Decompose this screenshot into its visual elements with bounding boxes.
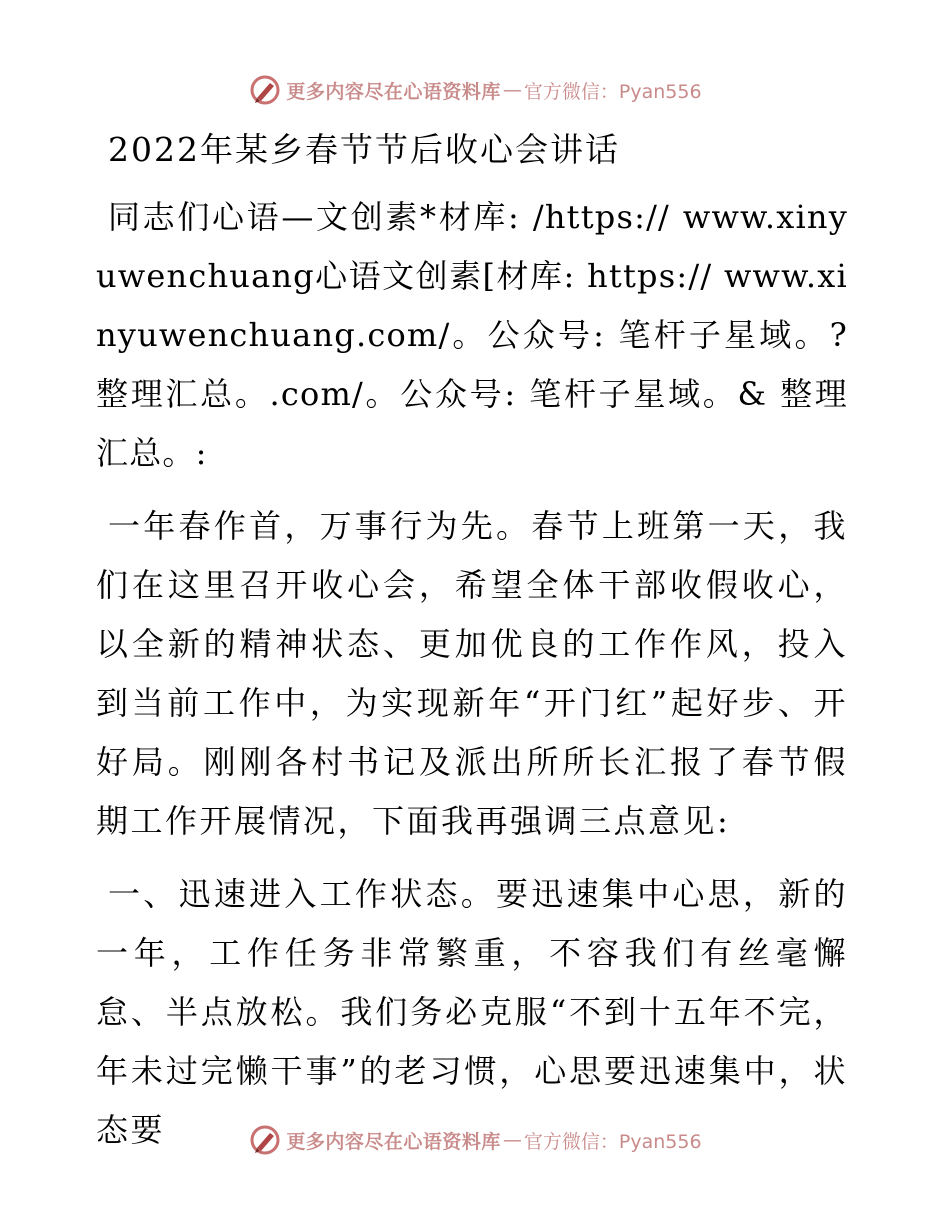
- body-paragraph: 一年春作首，万事行为先。春节上班第一天，我们在这里召开收心会，希望全体干部收假收心，以全新的精神状态、更加优良的工作作风，投入到当前工作中，为实现新年“开门红”起好步、开好局。刚刚各村书记及派出所所长汇报了春节假期工作开展情况，下面我再强调三点意见:: [96, 507, 848, 840]
- banner-separator: —: [502, 79, 522, 101]
- pen-logo-icon: [248, 1123, 282, 1157]
- banner-contact: 官方微信：Pyan556: [523, 80, 702, 103]
- banner-separator: —: [502, 1129, 522, 1151]
- header-banner: [0, 70, 950, 110]
- document-body: [96, 120, 848, 1174]
- banner-contact: 官方微信：Pyan556: [523, 1130, 702, 1153]
- banner-text: 更多内容尽在心语资料库: [286, 1130, 501, 1153]
- pen-logo-icon: [248, 73, 282, 107]
- document-title: 2022年某乡春节节后收心会讲话: [108, 130, 620, 169]
- body-paragraph: 一、迅速进入工作状态。要迅速集中心思，新的一年，工作任务非常繁重，不容我们有丝毫懈怠、半点放松。我们务必克服“不到十五年不完，年未过完懒干事”的老习惯，心思要迅速集中，状态要: [96, 875, 848, 1149]
- intro-paragraph: 同志们心语—文创素*材库: /https:// www.xinyuwenchuang心语文创素[材库: https:// www.xinyuwenchuang.com/。公众号: 笔杆子星域。?整理汇总。.com/。公众号: 笔杆子星域。& 整理汇总。:: [96, 198, 848, 472]
- banner-text: 更多内容尽在心语资料库: [286, 80, 501, 103]
- footer-banner: [0, 1120, 950, 1160]
